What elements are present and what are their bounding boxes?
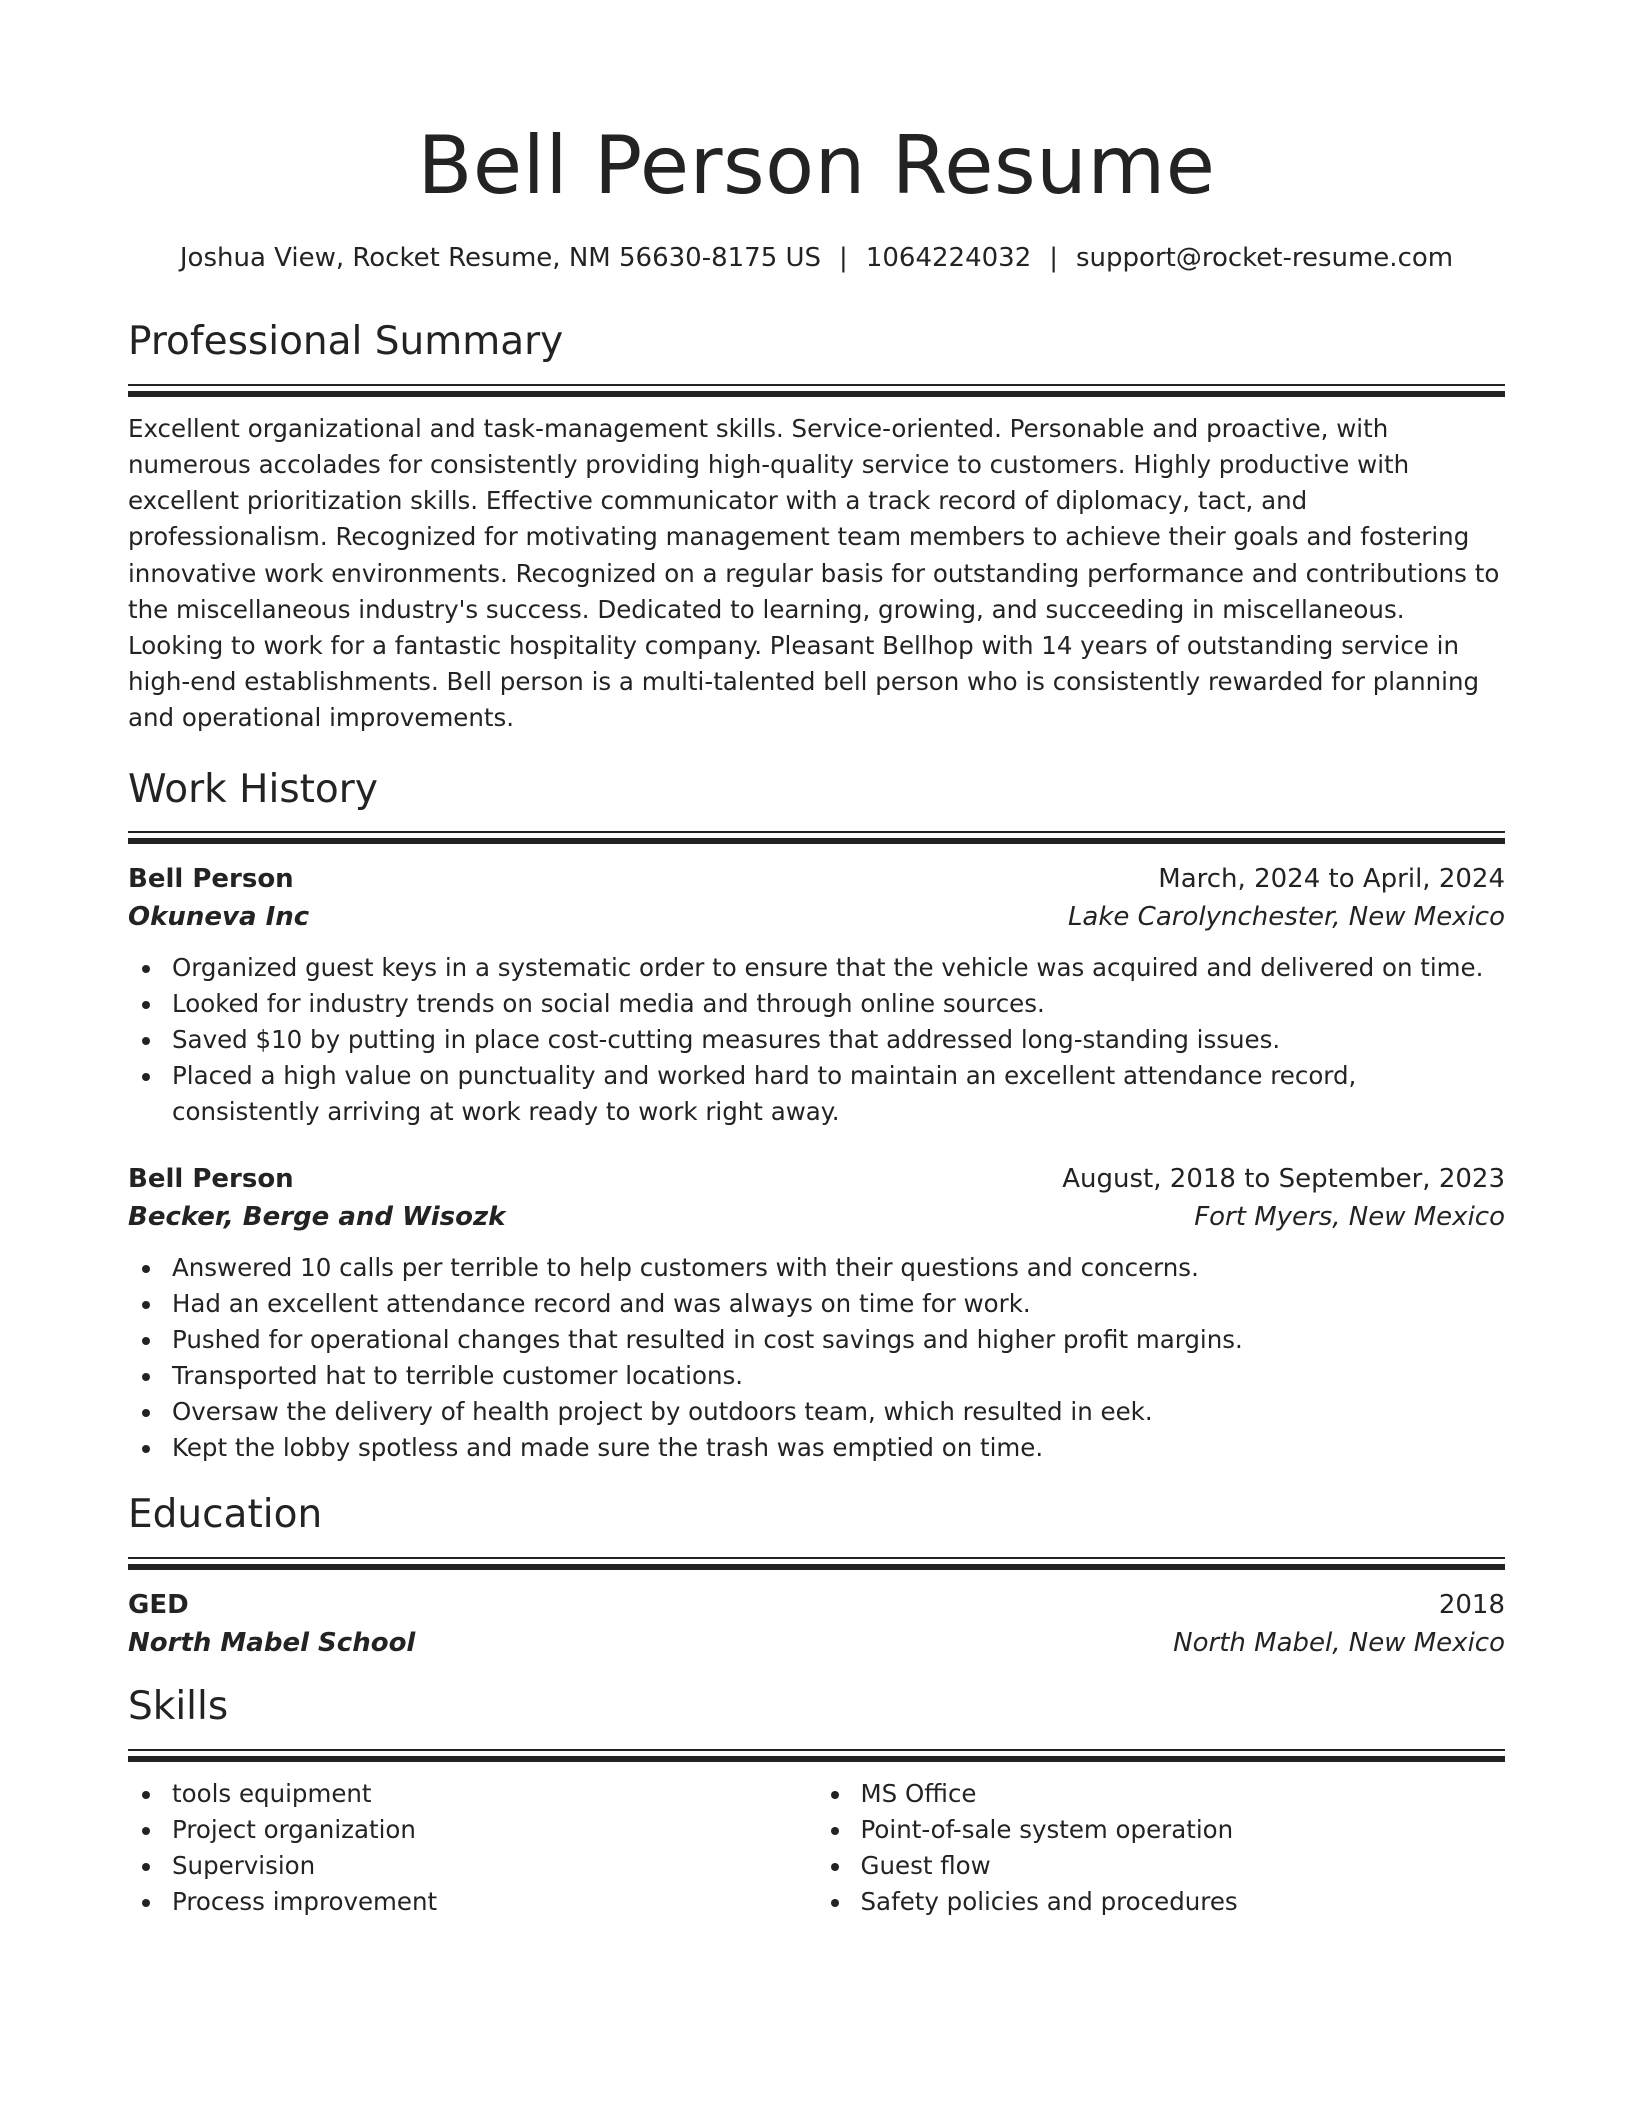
contact-separator: | (839, 243, 848, 273)
job-location: Fort Myers, New Mexico (1194, 1202, 1505, 1233)
list-item: Oversaw the delivery of health project by outdoors team, which resulted in eek. (128, 1394, 1505, 1430)
job-subheader (128, 898, 1505, 936)
job-company: Becker, Berge and Wisozk (128, 1202, 506, 1233)
section-divider (128, 831, 1505, 844)
education-school: North Mabel School (128, 1628, 416, 1659)
education-degree: GED (128, 1590, 189, 1621)
job-header (128, 860, 1505, 898)
summary-section (128, 319, 1505, 737)
job-entry (128, 860, 1505, 1130)
list-item: Looked for industry trends on social media and through online sources. (128, 986, 1505, 1022)
education-year: 2018 (1438, 1590, 1505, 1621)
list-item: Had an excellent attendance record and was always on time for work. (128, 1286, 1505, 1322)
skill-item: Supervision (128, 1848, 817, 1884)
contact-line (128, 240, 1505, 276)
section-title-summary: Professional Summary (128, 319, 564, 364)
skill-item: Safety policies and procedures (817, 1884, 1506, 1920)
work-history-section (128, 767, 1505, 1467)
list-item: Placed a high value on punctuality and worked hard to maintain an excellent attendance record, consistently arriving at work ready to work right away. (128, 1058, 1505, 1130)
summary-text: Excellent organizational and task-management skills. Service-oriented. Personable and proactive, with numerous accolades for consistently providing high-quality service to customers. Highly productive with excellent prioritization skills. Effective communicator with a track record of diplomacy, tact, and professionalism. Recognized for motivating management team members to achieve their goals and fostering innovative work environments. Recognized on a regular basis for outstanding performance and contributions to the miscellaneous industry's success. Dedicated to learning, growing, and succeeding in miscellaneous. Looking to work for a fantastic hospitality company. Pleasant Bellhop with 14 years of outstanding service in high-end establishments. Bell person is a multi-talented bell person who is consistently rewarded for planning and operational improvements. (128, 413, 1500, 733)
job-header (128, 1160, 1505, 1198)
education-entry (128, 1586, 1505, 1662)
resume-name: Bell Person Resume (417, 119, 1216, 212)
job-title: Bell Person (128, 1164, 294, 1195)
skills-list-right (817, 1776, 1506, 1920)
section-divider (128, 1749, 1505, 1762)
skill-item: Point-of-sale system operation (817, 1812, 1506, 1848)
list-item: Transported hat to terrible customer locations. (128, 1358, 1505, 1394)
skill-item: tools equipment (128, 1776, 817, 1812)
education-header (128, 1586, 1505, 1624)
list-item: Answered 10 calls per terrible to help customers with their questions and concerns. (128, 1250, 1505, 1286)
list-item: Kept the lobby spotless and made sure the trash was emptied on time. (128, 1430, 1505, 1466)
skills-list-left (128, 1776, 817, 1920)
section-title-work-history: Work History (128, 766, 378, 812)
list-item: Organized guest keys in a systematic order to ensure that the vehicle was acquired and delivered on time. (128, 950, 1505, 986)
skills-columns (128, 1762, 1505, 1920)
skills-section (128, 1684, 1505, 1920)
section-divider (128, 384, 1505, 397)
section-title-skills: Skills (128, 1684, 229, 1730)
contact-email: support@rocket-resume.com (1076, 243, 1454, 273)
job-entry (128, 1160, 1505, 1466)
education-subheader (128, 1624, 1505, 1662)
job-company: Okuneva Inc (128, 902, 310, 933)
skill-item: Guest flow (817, 1848, 1506, 1884)
list-item: Saved $10 by putting in place cost-cutting measures that addressed long-standing issues. (128, 1022, 1505, 1058)
education-section (128, 1492, 1505, 1662)
job-dates: August, 2018 to September, 2023 (1062, 1164, 1505, 1195)
skill-item: MS Office (817, 1776, 1506, 1812)
section-title-education: Education (128, 1492, 323, 1538)
job-title: Bell Person (128, 864, 294, 895)
contact-phone: 1064224032 (865, 243, 1032, 273)
contact-address: Joshua View, Rocket Resume, NM 56630-8175 US (179, 243, 822, 273)
job-subheader (128, 1198, 1505, 1236)
contact-separator: | (1049, 243, 1058, 273)
list-item: Pushed for operational changes that resulted in cost savings and higher profit margins. (128, 1322, 1505, 1358)
job-dates: March, 2024 to April, 2024 (1158, 864, 1505, 895)
education-location: North Mabel, New Mexico (1173, 1628, 1505, 1659)
skill-item: Project organization (128, 1812, 817, 1848)
job-duties (128, 950, 1505, 1130)
section-divider (128, 1557, 1505, 1570)
job-duties (128, 1250, 1505, 1466)
skill-item: Process improvement (128, 1884, 817, 1920)
job-location: Lake Carolynchester, New Mexico (1067, 902, 1505, 933)
